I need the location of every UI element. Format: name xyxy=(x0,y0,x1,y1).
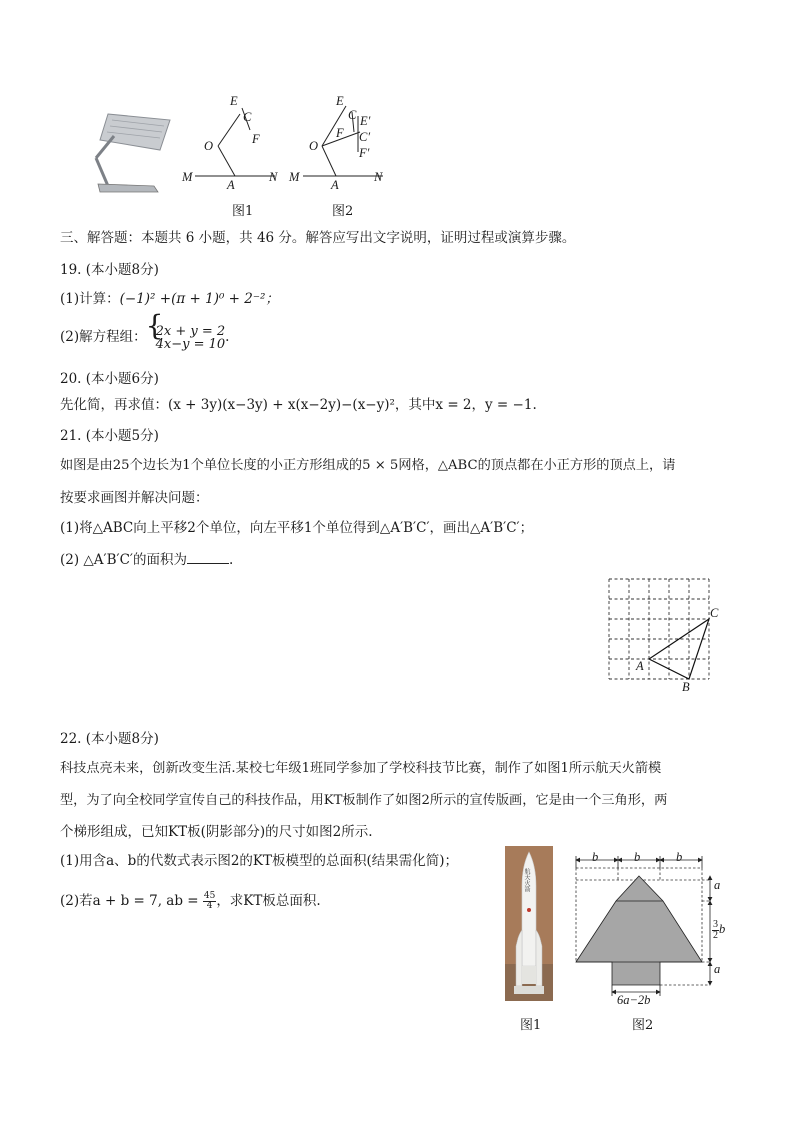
q21-line2: 按要求画图并解决问题： xyxy=(60,490,209,506)
q22-line2: 型，为了向全校同学宣传自己的科技作品，用KT板制作了如图2所示的宣传版画，它是由一个三角形，两 xyxy=(60,793,668,808)
fig1-label-E: E xyxy=(230,94,238,108)
q22-figure-2-caption: 图2 xyxy=(632,1018,654,1033)
top-figures xyxy=(70,88,400,228)
fig2-label-E: E xyxy=(336,94,344,108)
fraction-45-4 xyxy=(203,892,216,911)
fig2-label-E-prime: E′ xyxy=(360,114,371,128)
dim-label-a-bottom: a xyxy=(714,962,721,976)
fig2-label-C-prime: C′ xyxy=(359,130,371,144)
dim-label-b3: b xyxy=(676,850,683,864)
q21-part2-suffix: . xyxy=(229,552,234,568)
fig2-label-O: O xyxy=(309,139,319,153)
q22-title: 22. (本小题8分) xyxy=(60,731,159,747)
grid-label-A: A xyxy=(636,659,644,673)
rocket-shape xyxy=(576,876,702,985)
fig2-label-M: M xyxy=(289,170,300,184)
q22-figure-1-caption: 图1 xyxy=(520,1018,542,1033)
q22-part2-suffix: ，求KT板总面积. xyxy=(216,893,321,909)
q21-part2-prefix: (2) △A′B′C′的面积为 xyxy=(60,552,187,568)
fig2-label-N: N xyxy=(374,170,383,184)
fig2-label-F-prime: F′ xyxy=(359,146,370,160)
fig1-label-C: C xyxy=(243,110,252,124)
q21-title: 21. (本小题5分) xyxy=(60,428,159,444)
q19-part1-prefix: (1)计算： xyxy=(60,291,120,307)
fig1-label-A: A xyxy=(227,178,235,192)
q19-eq2: 4x−y = 10 xyxy=(155,336,226,352)
dim-fraction-var: b xyxy=(719,922,726,937)
q22-part2-prefix: (2)若a + b = 7, ab = xyxy=(60,893,203,909)
equation-system xyxy=(147,325,226,351)
kt-board-diagram xyxy=(570,848,730,998)
q21-part1: (1)将△ABC向上平移2个单位，向左平移1个单位得到△A′B′C′，画出△A′B′C′； xyxy=(60,520,534,536)
figure-1-caption: 图1 xyxy=(232,204,254,219)
grid-figure xyxy=(604,574,724,694)
fig2-label-F: F xyxy=(336,126,344,140)
dim-label-b2: b xyxy=(634,850,641,864)
q19-part1 xyxy=(60,290,279,308)
q21-part2 xyxy=(60,551,233,569)
laptop-stand-photo xyxy=(80,106,175,196)
q21-line1: 如图是由25个边长为1个单位长度的小正方形组成的5 × 5网格，△ABC的顶点都在小正方形的顶点上，请 xyxy=(60,458,676,473)
fraction-numerator: 45 xyxy=(203,891,216,901)
triangle-abc xyxy=(649,619,709,679)
fig1-label-N: N xyxy=(269,170,278,184)
dim-label-b1: b xyxy=(592,850,599,864)
q20-title: 20. (本小题6分) xyxy=(60,371,159,387)
q19-eq1: { 2x + y = 2 xyxy=(155,323,226,339)
q22-line3: 个梯形组成，已知KT板(阴影部分)的尺寸如图2所示. xyxy=(60,824,373,840)
answer-blank xyxy=(187,551,229,564)
q22-line1: 科技点亮未来，创新改变生活.某校七年级1班同学参加了学校科技节比赛，制作了如图1所示航天火箭模 xyxy=(60,761,662,776)
q22-part1: (1)用含a、b的代数式表示图2的KT板模型的总面积(结果需化简)； xyxy=(60,853,459,869)
dim-fraction-num: 3 xyxy=(713,919,718,930)
fraction-denominator: 4 xyxy=(206,901,213,911)
fig2-label-C: C xyxy=(348,108,357,122)
fig2-label-A: A xyxy=(331,178,339,192)
fig1-label-M: M xyxy=(182,170,193,184)
dim-label-a-top: a xyxy=(714,878,721,892)
grid-label-B: B xyxy=(682,680,690,694)
figure-2-caption: 图2 xyxy=(332,204,354,219)
q19-part1-expr: (−1)² +(π + 1)⁰ + 2⁻²； xyxy=(119,291,279,307)
dim-fraction-den: 2 xyxy=(713,930,718,941)
q22-part2 xyxy=(60,889,321,913)
dim-label-three-halves-b xyxy=(712,920,725,941)
q20-text: 先化简，再求值：(x + 3y)(x−3y) + x(x−2y)−(x−y)²，其中x = 2，y = −1. xyxy=(60,397,537,413)
rocket-text: 航天火箭 xyxy=(523,868,530,892)
q19-part2-prefix: (2)解方程组： xyxy=(60,329,147,345)
grid-label-C: C xyxy=(710,606,719,620)
dim-label-bottom-width: 6a−2b xyxy=(617,993,651,1007)
fig1-label-F: F xyxy=(252,132,260,146)
q19-title: 19. (本小题8分) xyxy=(60,262,159,278)
dim-fraction xyxy=(712,920,719,941)
q19-part2 xyxy=(60,324,229,351)
fig1-label-O: O xyxy=(204,139,214,153)
q19-part2-end: . xyxy=(225,329,230,345)
section-3-heading: 三、解答题：本题共 6 小题，共 46 分。解答应写出文字说明，证明过程或演算步骤。 xyxy=(60,230,576,246)
